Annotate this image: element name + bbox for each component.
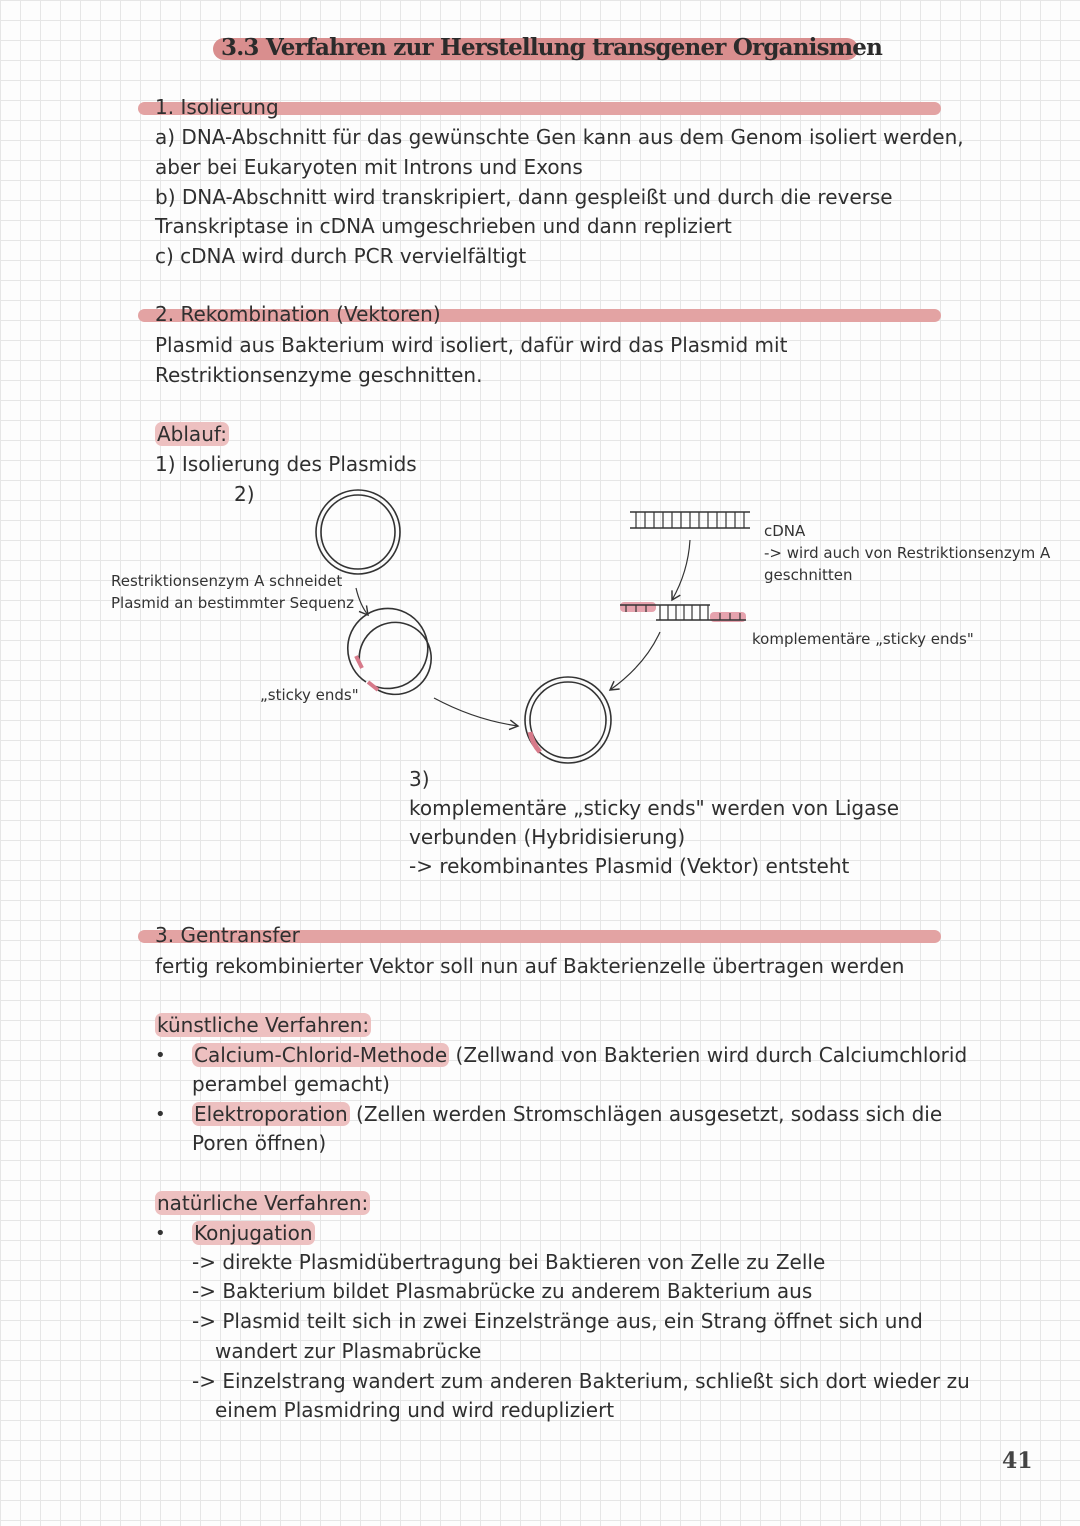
arrow-icon <box>356 588 368 615</box>
step2-label: 2) <box>234 482 255 506</box>
step1-label: 1) Isolierung des Plasmids <box>155 452 417 476</box>
page-title: 3.3 Verfahren zur Herstellung transgener Organismen <box>221 34 883 61</box>
section3-intro: fertig rekombinierter Vektor soll nun auf Bakterienzelle übertragen werden <box>155 954 905 978</box>
step3-line: verbunden (Hybridisierung) <box>409 825 686 849</box>
arrow-icon <box>672 540 690 600</box>
natural-label: natürliche Verfahren: <box>157 1191 369 1215</box>
sticky-ends-label: „sticky ends" <box>260 686 359 704</box>
conjugation-line: -> Einzelstrang wandert zum anderen Bakterium, schließt sich dort wieder zu <box>192 1369 970 1393</box>
cdna-strand-icon <box>630 512 750 528</box>
conjugation-label: Konjugation <box>194 1221 313 1245</box>
cdna-label: cDNA <box>764 522 806 540</box>
section1-line: Transkriptase in cDNA umgeschrieben und dann repliziert <box>155 214 732 238</box>
conjugation-line: -> direkte Plasmidübertragung bei Baktieren von Zelle zu Zelle <box>192 1250 826 1274</box>
artificial-item: Calcium-Chlorid-Methode (Zellwand von Bakterien wird durch Calciumchlorid <box>194 1043 968 1067</box>
section2-line: Plasmid aus Bakterium wird isoliert, dafür wird das Plasmid mit <box>155 333 788 357</box>
recombinant-plasmid-icon <box>525 677 611 763</box>
ablauf-label: Ablauf: <box>157 422 227 446</box>
section1-heading: 1. Isolierung <box>155 95 279 119</box>
section1-line: aber bei Eukaryoten mit Introns und Exons <box>155 155 583 179</box>
inserted-gene-mark <box>530 732 540 752</box>
artificial-item-cont: Poren öffnen) <box>192 1131 327 1155</box>
section2-line: Restriktionsenzyme geschnitten. <box>155 363 483 387</box>
step3-line: komplementäre „sticky ends" werden von Ligase <box>409 796 900 820</box>
cdna-note-line: -> wird auch von Restriktionsenzym A <box>764 544 1051 562</box>
artificial-item: Elektroporation (Zellen werden Stromschlägen ausgesetzt, sodass sich die <box>194 1102 943 1126</box>
section2-heading: 2. Rekombination (Vektoren) <box>155 302 441 326</box>
conjugation-line: -> Plasmid teilt sich in zwei Einzelstränge aus, ein Strang öffnet sich und <box>192 1309 923 1333</box>
conjugation-line: einem Plasmidring und wird redupliziert <box>215 1398 615 1422</box>
restriction-note-line: Restriktionsenzym A schneidet <box>111 572 343 590</box>
cut-cdna-icon <box>620 602 746 622</box>
method-name: Calcium-Chlorid-Methode <box>194 1043 448 1067</box>
cut-plasmid-icon <box>348 608 431 694</box>
cdna-note-line: geschnitten <box>764 566 853 584</box>
sticky-end-mark <box>356 656 362 668</box>
page-number: 41 <box>1002 1448 1033 1474</box>
conjugation-line: -> Bakterium bildet Plasmabrücke zu anderem Bakterium aus <box>192 1279 813 1303</box>
conjugation-line: wandert zur Plasmabrücke <box>215 1339 482 1363</box>
bullet: • <box>155 1104 166 1125</box>
section1-line: b) DNA-Abschnitt wird transkripiert, dann gespleißt und durch die reverse <box>155 185 893 209</box>
section3-heading: 3. Gentransfer <box>155 923 300 947</box>
artificial-label: künstliche Verfahren: <box>157 1013 370 1037</box>
artificial-item-cont: perambel gemacht) <box>192 1072 390 1096</box>
intact-plasmid-icon <box>316 490 400 574</box>
bullet: • <box>155 1223 166 1244</box>
section1-line: c) cDNA wird durch PCR vervielfältigt <box>155 244 527 268</box>
section1-line: a) DNA-Abschnitt für das gewünschte Gen kann aus dem Genom isoliert werden, <box>155 125 964 149</box>
method-name: Elektroporation <box>194 1102 348 1126</box>
step3-line: -> rekombinantes Plasmid (Vektor) entsteht <box>409 854 850 878</box>
complementary-sticky-ends-label: komplementäre „sticky ends" <box>752 630 974 648</box>
bullet: • <box>155 1045 166 1066</box>
step3-label: 3) <box>409 767 430 791</box>
arrow-icon <box>610 632 660 690</box>
restriction-note-line: Plasmid an bestimmter Sequenz <box>111 594 355 612</box>
arrow-icon <box>434 698 518 726</box>
